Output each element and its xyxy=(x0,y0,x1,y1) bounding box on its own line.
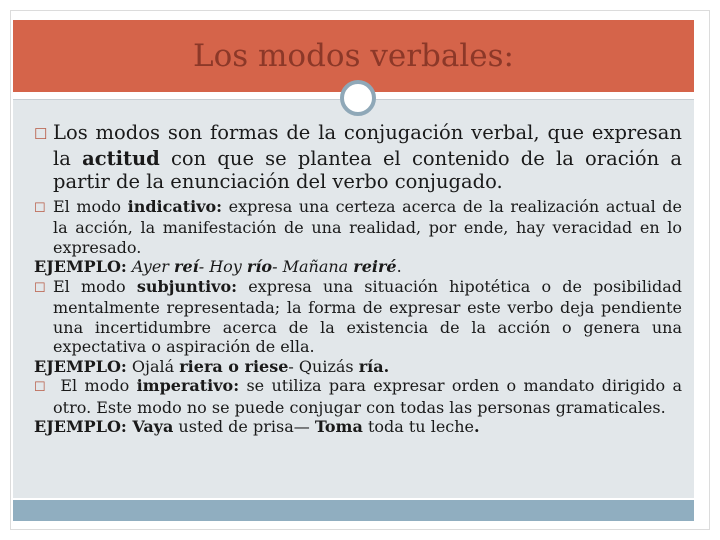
example-verb: riera o riese xyxy=(179,356,289,376)
intro-bold-actitud: actitud xyxy=(82,146,160,170)
imperativo-text: El modo xyxy=(53,376,137,395)
intro-text-end: con que se plantea el contenido de la oración a partir de la enunciación del verbo conjugado. xyxy=(53,146,682,193)
example-indicativo xyxy=(34,257,682,277)
indicativo-text: El modo xyxy=(53,196,128,216)
example-label: EJEMPLO: xyxy=(34,356,127,376)
ring-ornament-icon xyxy=(340,80,376,116)
example-subjuntivo xyxy=(34,357,682,377)
footer-bar xyxy=(13,500,694,521)
example-text: - Quizás xyxy=(288,356,359,376)
bullet-indicativo xyxy=(34,197,682,258)
example-verb: ría. xyxy=(358,356,390,376)
slide-title: Los modos verbales: xyxy=(193,38,514,74)
checkbox-bullet-icon: ☐ xyxy=(34,280,46,296)
imperativo-description: se utiliza para expresar orden o mandato dirigido a otro. Este modo no se puede conjugar con todas las personas gramaticales. xyxy=(53,376,683,417)
example-verb: Vaya xyxy=(126,417,174,436)
bullet-imperativo xyxy=(34,376,682,417)
checkbox-bullet-icon: ☐ xyxy=(34,380,46,395)
example-text: Ojalá xyxy=(126,356,180,376)
slide-body xyxy=(34,121,682,437)
example-label: EJEMPLO: xyxy=(34,257,127,276)
subjuntivo-term: subjuntivo: xyxy=(136,276,238,296)
example-text: - Hoy xyxy=(198,257,247,276)
bullet-subjuntivo xyxy=(34,277,682,357)
bullet-intro xyxy=(34,121,682,194)
example-label: EJEMPLO: xyxy=(34,417,127,436)
example-text: usted de prisa— xyxy=(173,417,315,436)
example-verb: reí xyxy=(174,257,199,276)
imperativo-term: imperativo: xyxy=(136,376,240,395)
example-verb: Toma xyxy=(314,417,363,436)
indicativo-description: expresa una certeza acerca de la realización actual de la acción, la manifestación de una realidad, por ende, hay veracidad en lo expresado. xyxy=(53,196,682,257)
subjuntivo-description: expresa una situación hipotética o de posibilidad mentalmente representada; la forma de expresar este verbo deja pendiente una incertidumbre acerca de la existencia de la acción o genera una expectativa o aspiración de ella. xyxy=(53,276,682,356)
example-text: Ayer xyxy=(126,257,175,276)
checkbox-bullet-icon: ☐ xyxy=(34,125,48,143)
example-text: - Mañana xyxy=(272,257,354,276)
checkbox-bullet-icon: ☐ xyxy=(34,200,46,216)
example-verb: río xyxy=(246,257,273,276)
example-text: toda tu leche xyxy=(362,417,475,436)
indicativo-term: indicativo: xyxy=(127,196,223,216)
example-text: . xyxy=(396,257,402,276)
example-imperativo xyxy=(34,417,682,437)
intro-text: Los modos son formas de la conjugación verbal, que expresan la xyxy=(53,121,682,170)
subjuntivo-text: El modo xyxy=(53,276,137,296)
example-verb: reiré xyxy=(353,257,397,276)
example-text: . xyxy=(474,417,480,436)
